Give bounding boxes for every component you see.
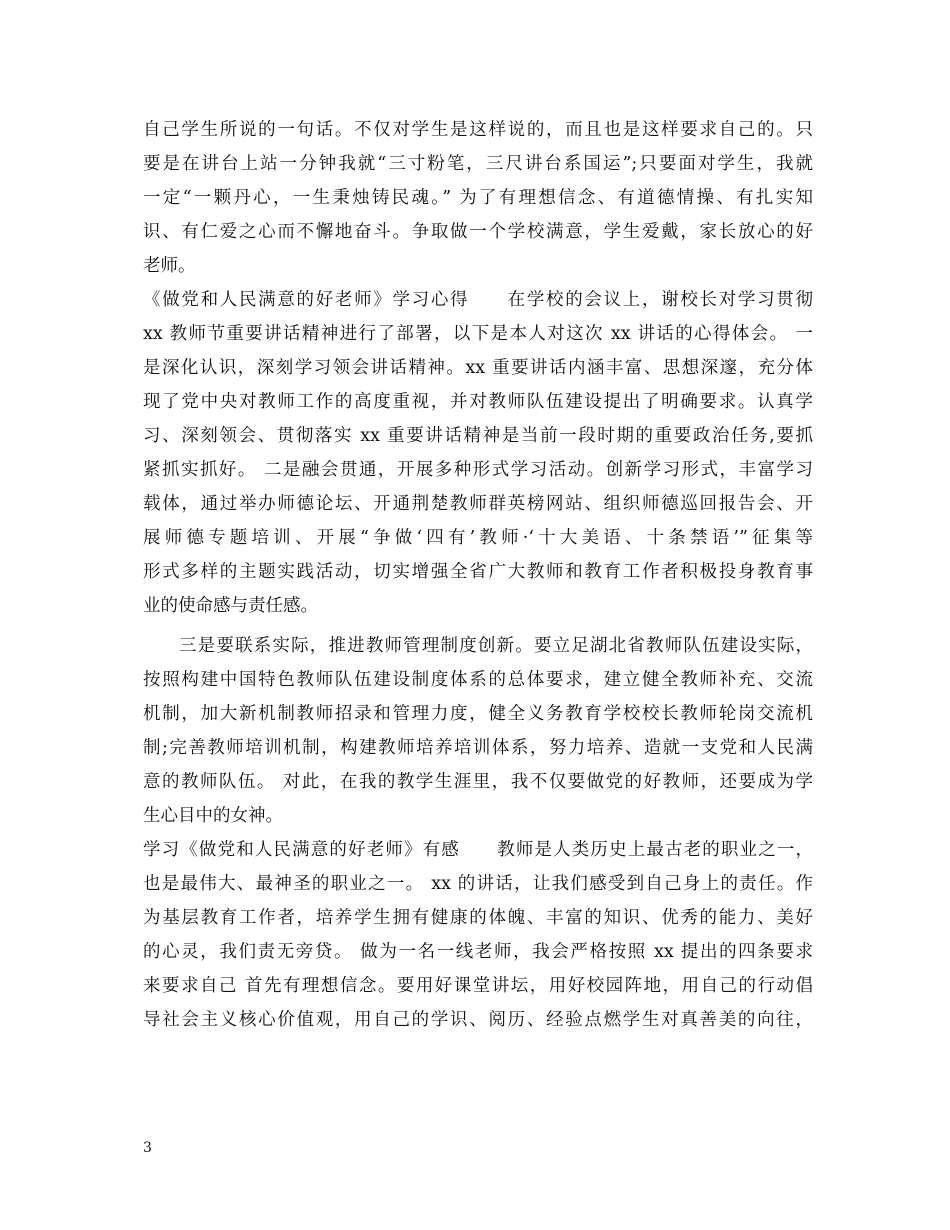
body-text — [143, 113, 813, 1037]
text-line: 自己学生所说的一句话。不仅对学生是这样说的，而且也是这样要求自己的。只 — [143, 120, 813, 140]
text-line: 也是最伟大、最神圣的职业之一。 xx 的讲话，让我们感受到自己身上的责任。作 — [143, 874, 813, 894]
text-line: 是深化认识，深刻学习领会讲话精神。xx 重要讲话内涵丰富、思想深邃，充分体 — [143, 358, 813, 378]
text-line: 业的使命感与责任感。 — [143, 596, 318, 616]
text-line: 识、有仁爱之心而不懈地奋斗。争取做一个学校满意，学生爱戴，家长放心的好 — [143, 222, 813, 242]
text-line: 展师德专题培训、开展“争做‘四有’教师·‘十大美语、十条禁语’”征集等 — [143, 528, 813, 548]
text-line: 按照构建中国特色教师队伍建设制度体系的总体要求，建立健全教师补充、交流 — [143, 670, 813, 690]
text-line: 习、深刻领会、贯彻落实 xx 重要讲话精神是当前一段时期的重要政治任务,要抓 — [143, 426, 813, 446]
text-line: 学习《做党和人民满意的好老师》有感 教师是人类历史上最古老的职业之一， — [143, 840, 813, 860]
text-line: xx 教师节重要讲话精神进行了部署，以下是本人对这次 xx 讲话的心得体会。 一 — [143, 324, 813, 344]
text-line: 为基层教育工作者，培养学生拥有健康的体魄、丰富的知识、优秀的能力、美好 — [143, 908, 813, 928]
text-line: 一定“一颗丹心，一生秉烛铸民魂。” 为了有理想信念、有道德情操、有扎实知 — [143, 188, 813, 208]
text-line: 意的教师队伍。 对此，在我的教学生涯里，我不仅要做党的好教师，还要成为学 — [143, 772, 813, 792]
text-line: 现了党中央对教师工作的高度重视，并对教师队伍建设提出了明确要求。认真学 — [143, 392, 813, 412]
text-line: 载体，通过举办师德论坛、开通荆楚教师群英榜网站、组织师德巡回报告会、开 — [143, 494, 813, 514]
text-line: 来要求自己 首先有理想信念。要用好课堂讲坛，用好校园阵地，用自己的行动倡 — [143, 976, 813, 996]
text-line: 要是在讲台上站一分钟我就“三寸粉笔，三尺讲台系国运”;只要面对学生，我就 — [143, 154, 813, 174]
text-line: 导社会主义核心价值观，用自己的学识、阅历、经验点燃学生对真善美的向往， — [143, 1010, 813, 1030]
text-line: 三是要联系实际，推进教师管理制度创新。要立足湖北省教师队伍建设实际， — [179, 636, 813, 656]
text-line: 《做党和人民满意的好老师》学习心得 在学校的会议上，谢校长对学习贯彻 — [143, 290, 813, 310]
text-line: 机制，加大新机制教师招录和管理力度，健全义务教育学校校长教师轮岗交流机 — [143, 704, 813, 724]
text-line: 紧抓实抓好。 二是融会贯通，开展多种形式学习活动。创新学习形式，丰富学习 — [143, 460, 813, 480]
page-number: 3 — [143, 1140, 152, 1156]
text-line: 老师。 — [143, 256, 196, 276]
text-line: 生心目中的女神。 — [143, 806, 283, 826]
text-line: 制;完善教师培训机制，构建教师培养培训体系，努力培养、造就一支党和人民满 — [143, 738, 813, 758]
text-line: 形式多样的主题实践活动，切实增强全省广大教师和教育工作者积极投身教育事 — [143, 562, 813, 582]
text-line: 的心灵，我们责无旁贷。 做为一名一线老师，我会严格按照 xx 提出的四条要求 — [143, 942, 813, 962]
